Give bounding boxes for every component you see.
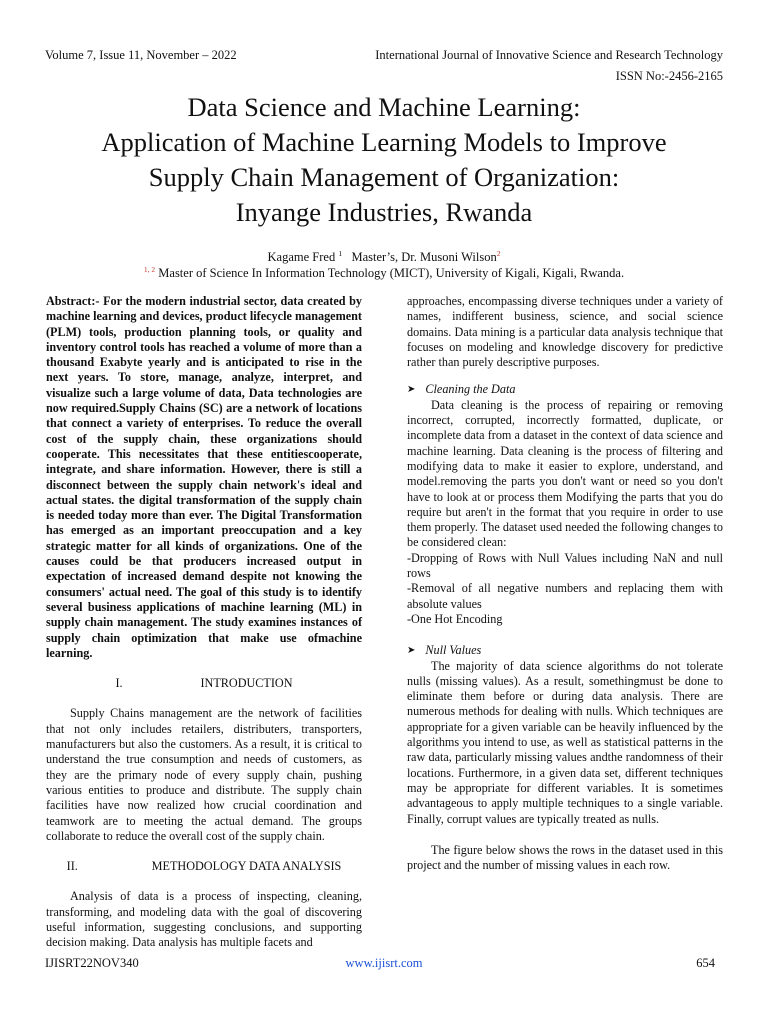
affiliation-sup: 1, 2 xyxy=(143,265,156,274)
right-column xyxy=(407,294,723,873)
subheading-null-values xyxy=(407,643,723,658)
methodology-body: Analysis of data is a process of inspecting, cleaning, transforming, and modeling data with the goal of discovering useful information, suggesting conclusions, and supporting decision making. Data analysis has multiple facets and xyxy=(46,889,362,950)
author-degree: Master’s, xyxy=(351,250,399,264)
author-1: Kagame Fred xyxy=(267,250,336,264)
left-column xyxy=(46,294,362,951)
title-line-3: Supply Chain Management of Organization: xyxy=(148,162,620,192)
cleaning-body: Data cleaning is the process of repairing or removing incorrect, corrupted, incorrectly formatted, duplicate, or incomplete data from a dataset in the context of data science and machine learning. Data cleaning is the process of filtering and modifying data to make it easier to explore, understand, and model.removing the parts you don't want or need so you don't have to look at or process them Modifying the parts that you do require but aren't in the format that you require in order to use them properly. The dataset used needed the following changes to be considered clean: xyxy=(407,397,723,550)
section-title: INTRODUCTION xyxy=(200,676,293,691)
abstract: Abstract:- For the modern industrial sector, data created by machine learning and devices, product lifecycle management (PLM) tools, production planning tools, or quality and inventory control tools has reached a volume of more than a thousand Exabyte yearly and is anticipated to rise in the next years. To store, manage, analyze, interpret, and visualize such a large volume of data, Data technologies are now required.Supply Chains (SC) are a network of locations that connect a variety of enterprises. To reduce the overall cost of the supply chain, these organizations should cooperate. This necessitates that these entitiescooperate, integrate, and share information. However, there is still a disconnect between the supply chain network's ideal and actual states. the digital transformation of the supply chain is needed today more than ever. The Digital Transformation has emerged as an important preoccupation and a key strategic matter for all kinds of organizations. One of the causes could be that producers increased output in expectation of increased demand despite not knowing the consumers' actual need. The goal of this study is to identify several business applications of machine learning (ML) in supply chain management. The study examines instances of supply chain optimization that make use ofmachine learning. xyxy=(46,294,362,660)
affiliation xyxy=(0,265,768,281)
subheading-cleaning xyxy=(407,382,723,397)
issn: ISSN No:-2456-2165 xyxy=(615,69,723,83)
subheading-text: Cleaning the Data xyxy=(425,382,516,397)
section-number: I. xyxy=(115,676,123,691)
title-line-2: Application of Machine Learning Models to Improve xyxy=(101,127,667,157)
author-2: Dr. Musoni Wilson xyxy=(401,250,497,264)
section-number: II. xyxy=(66,859,78,874)
title-line-1: Data Science and Machine Learning: xyxy=(187,92,581,122)
author-line xyxy=(0,249,768,265)
section-title: METHODOLOGY DATA ANALYSIS xyxy=(151,859,342,874)
spacer xyxy=(407,827,723,843)
subheading-text: Null Values xyxy=(425,643,482,658)
title-line-4: Inyange Industries, Rwanda xyxy=(235,197,533,227)
arrow-bullet-icon: ➤ xyxy=(407,384,416,396)
paper-title xyxy=(30,90,738,230)
author-1-sup: 1 xyxy=(338,249,343,258)
section-heading-methodology xyxy=(46,859,362,874)
page-number: 654 xyxy=(696,956,715,970)
list-item: -Removal of all negative numbers and replacing them with absolute values xyxy=(407,581,723,611)
author-2-sup: 2 xyxy=(496,249,501,258)
paper-code: IJISRT22NOV340 xyxy=(45,956,139,970)
journal-name: International Journal of Innovative Science and Research Technology xyxy=(375,48,723,62)
arrow-bullet-icon: ➤ xyxy=(407,645,416,657)
affiliation-text: Master of Science In Information Technology (MICT), University of Kigali, Kigali, Rwanda. xyxy=(158,266,625,280)
null-values-body: The majority of data science algorithms do not tolerate nulls (missing values). As a result, somethingmust be done to eliminate them before or during data analysis. There are numerous methods for dealing with nulls. Which techniques are appropriate for a given variable can be heavily influenced by the algorithms you intend to use, as well as statistical patterns in the raw data, particularly missing values andthe randomness of their locations. Furthermore, in a given data set, different techniques may be appropriate for different variables. It is sometimes advantageous to apply multiple techniques to a single variable. Finally, corrupt values are typically treated as nulls. xyxy=(407,658,723,826)
section-heading-introduction xyxy=(46,676,362,691)
methodology-continuation: approaches, encompassing diverse techniques under a variety of names, indifferent business, science, and social science domains. Data mining is a particular data analysis technique that focuses on modeling and knowledge discovery for predictive rather than purely descriptive purposes. xyxy=(407,294,723,370)
website-link[interactable]: www.ijisrt.com xyxy=(345,956,423,970)
list-item: -One Hot Encoding xyxy=(407,611,503,626)
list-item: -Dropping of Rows with Null Values including NaN and null rows xyxy=(407,550,723,581)
introduction-body: Supply Chains management are the network of facilities that not only includes retailers, distributers, transporters, manufacturers but also the customers. As a result, it is critical to understand the true consumption and needs of customers, as they are the primary node of every supply chain, pushing various entities to produce and distribute. The supply chain facilities have now realized how crucial coordination and teamwork are to meeting the actual demand. The groups collaborate to reduce the overall cost of the supply chain. xyxy=(46,706,362,843)
volume-info: Volume 7, Issue 11, November – 2022 xyxy=(45,48,237,62)
figure-note: The figure below shows the rows in the dataset used in this project and the number of missing values in each row. xyxy=(407,842,723,873)
